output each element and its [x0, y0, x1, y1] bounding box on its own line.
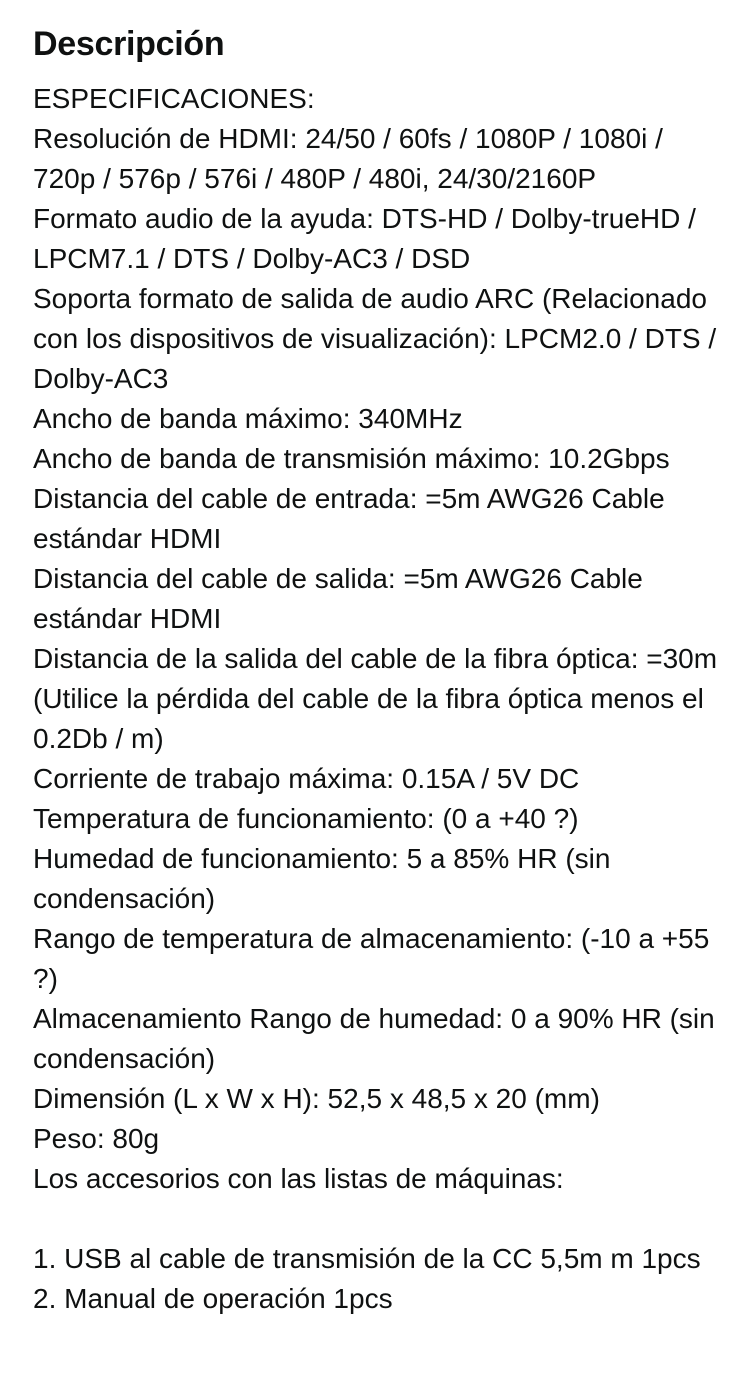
description-line: 1. USB al cable de transmisión de la CC 5,5m m 1pcs — [33, 1243, 701, 1274]
description-line: Distancia de la salida del cable de la fibra óptica: =30m (Utilice la pérdida del cable de la fibra óptica menos el 0.2Db / m) — [33, 643, 718, 754]
description-line: Temperatura de funcionamiento: (0 a +40 ?) — [33, 803, 579, 834]
description-line: Resolución de HDMI: 24/50 / 60fs / 1080P / 1080i / 720p / 576p / 576i / 480P / 480i, 24/30/2160P — [33, 123, 663, 194]
description-line: Distancia del cable de entrada: =5m AWG26 Cable estándar HDMI — [33, 483, 665, 554]
description-line: ESPECIFICACIONES: — [33, 83, 315, 114]
description-line — [33, 1199, 723, 1239]
description-line: Dimensión (L x W x H): 52,5 x 48,5 x 20 (mm) — [33, 1083, 600, 1114]
description-line: Distancia del cable de salida: =5m AWG26 Cable estándar HDMI — [33, 563, 643, 634]
description-line: Rango de temperatura de almacenamiento: (-10 a +55 ?) — [33, 923, 710, 994]
description-line: Soporta formato de salida de audio ARC (Relacionado con los dispositivos de visualización): LPCM2.0 / DTS / Dolby-AC3 — [33, 283, 717, 394]
description-line: Los accesorios con las listas de máquinas: — [33, 1163, 564, 1194]
description-line: 2. Manual de operación 1pcs — [33, 1283, 393, 1314]
description-line: Ancho de banda máximo: 340MHz — [33, 403, 463, 434]
description-line: Humedad de funcionamiento: 5 a 85% HR (sin condensación) — [33, 843, 611, 914]
description-line: Formato audio de la ayuda: DTS-HD / Dolby-trueHD / LPCM7.1 / DTS / Dolby-AC3 / DSD — [33, 203, 696, 274]
section-title: Descripción — [33, 25, 225, 63]
description-line: Peso: 80g — [33, 1123, 160, 1154]
description-line: Almacenamiento Rango de humedad: 0 a 90% HR (sin condensación) — [33, 1003, 715, 1074]
description-body — [33, 79, 723, 1319]
description-line: Corriente de trabajo máxima: 0.15A / 5V DC — [33, 763, 580, 794]
description-line: Ancho de banda de transmisión máximo: 10.2Gbps — [33, 443, 670, 474]
